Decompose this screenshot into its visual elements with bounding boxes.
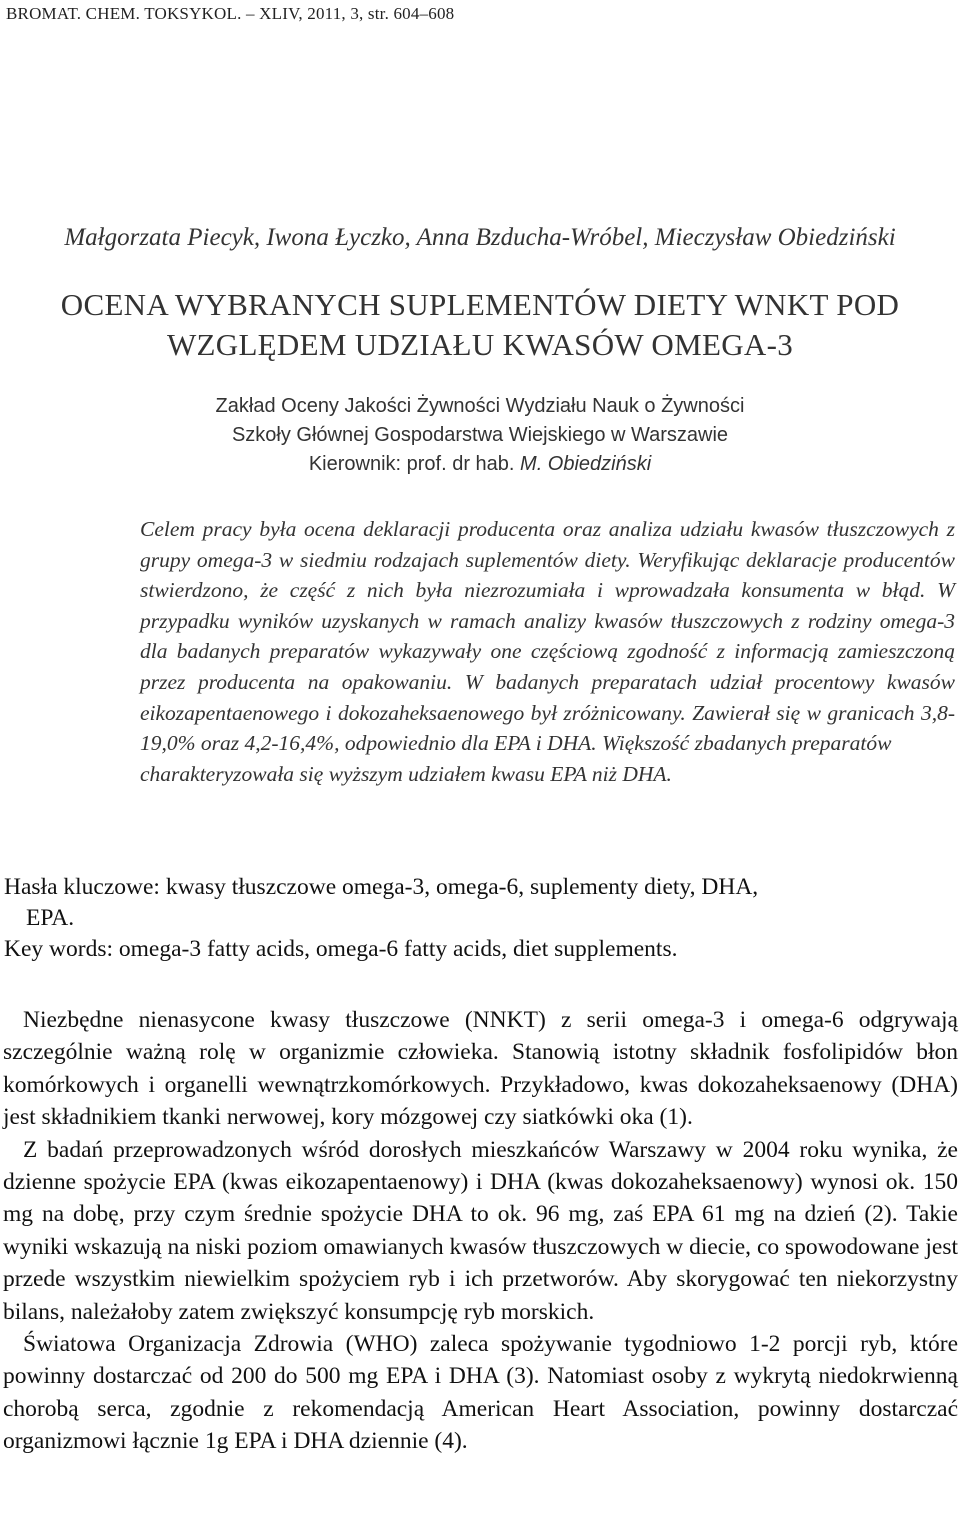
keywords-pl: Hasła kluczowe: kwasy tłuszczowe omega-3, omega-6, suplementy diety, DHA, <box>4 874 759 900</box>
abstract <box>140 514 955 789</box>
authors: Małgorzata Piecyk, Iwona Łyczko, Anna Bzducha-Wróbel, Mieczysław Obiedziński <box>64 224 896 251</box>
department-head-prefix: Kierownik: prof. dr hab. <box>308 453 521 475</box>
affiliation-line-1: Zakład Oceny Jakości Żywności Wydziału Nauk o Żywności <box>215 395 745 417</box>
article-title <box>0 285 960 365</box>
department-head <box>0 450 960 479</box>
title-line-1: OCENA WYBRANYCH SUPLEMENTÓW DIETY WNKT POD <box>60 287 900 322</box>
keywords <box>4 872 956 965</box>
title-line-2: WZGLĘDEM UDZIAŁU KWASÓW OMEGA-3 <box>166 327 794 362</box>
department-head-name: M. Obiedziński <box>520 453 652 475</box>
keywords-pl-continued: EPA. <box>26 905 75 931</box>
body-paragraph-1: Niezbędne nienasycone kwasy tłuszczowe (NNKT) z serii omega-3 i omega-6 odgrywają szczególnie ważną rolę w organizmie człowieka. Stanowią istotny składnik fosfolipidów błon komórkowych i organelli wewnątrzkomórkowych. Przykładowo, kwas dokozaheksaenowy (DHA) jest składnikiem tkanki nerwowej, kory mózgowej czy siatkówki oka (1). <box>3 1007 958 1131</box>
body-paragraph-3: Światowa Organizacja Zdrowia (WHO) zaleca spożywanie tygodniowo 1-2 porcji ryb, które powinny dostarczać od 200 do 500 mg EPA i DHA (3). Natomiast osoby z wykrytą niedokrwienną chorobą serca, zgodnie z rekomendacją American Heart Association, powinny dostarczać organizmowi łącznie 1g EPA i DHA dziennie (4). <box>3 1331 958 1455</box>
affiliation <box>0 392 960 479</box>
running-header: BROMAT. CHEM. TOKSYKOL. – XLIV, 2011, 3, str. 604–608 <box>6 4 455 23</box>
abstract-tail: charakteryzowała się wyższym udziałem kwasu EPA niż DHA. <box>140 761 672 786</box>
affiliation-line-2: Szkoły Głównej Gospodarstwa Wiejskiego w Warszawie <box>231 424 729 446</box>
abstract-text: Celem pracy była ocena deklaracji producenta oraz analiza udziału kwasów tłuszczowych z grupy omega-3 w siedmiu rodzajach suplementów diety. Weryfikując deklaracje producentów stwierdzono, że część z nich była niezrozumiała i wprowadzała konsumenta w błąd. W przypadku wyników uzyskanych w ramach analizy kwasów tłuszczowych z rodziny omega-3 dla badanych preparatów wykazywały one częściową zgodność z informacją zamieszczoną przez producenta na opakowaniu. W badanych preparatach udział procentowy kwasów eikozapentaenowego i dokozaheksaenowego był zróżnicowany. Zawierał się w granicach 3,8-19,0% oraz 4,2-16,4%, odpowiednio dla EPA i DHA. Większość zbadanych preparatów <box>140 517 955 756</box>
body-paragraph-2: Z badań przeprowadzonych wśród dorosłych mieszkańców Warszawy w 2004 roku wynika, że dzienne spożycie EPA (kwas eikozapentaenowy) i DHA (kwas dokozaheksaenowy) wynosi ok. 150 mg na dobę, przy czym średnie spożycie DHA to ok. 96 mg, zaś EPA 61 mg na dzień (2). Takie wyniki wskazują na niski poziom omawianych kwasów tłuszczowych w diecie, co spowodowane jest przede wszystkim niewielkim spożyciem ryb i ich przetworów. Aby skorygować ten niekorzystny bilans, należałoby zatem zwiększyć konsumpcję ryb morskich. <box>3 1136 958 1325</box>
keywords-en: Key words: omega-3 fatty acids, omega-6 fatty acids, diet supplements. <box>4 936 678 962</box>
body-text <box>3 1004 958 1458</box>
